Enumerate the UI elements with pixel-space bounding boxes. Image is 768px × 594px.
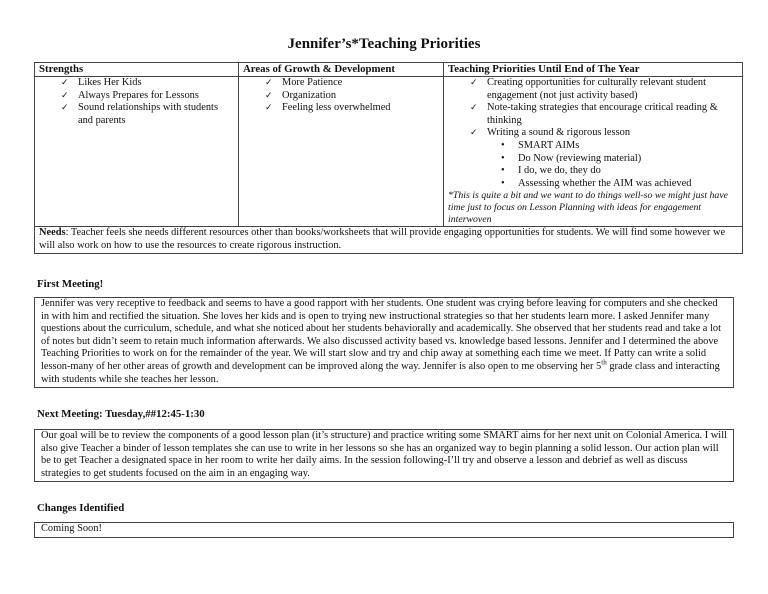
priorities-cell — [444, 77, 743, 227]
lesson-point: • Do Now (reviewing material) — [501, 153, 738, 166]
growth-item: ✓ More Patience — [265, 77, 439, 90]
priority-item: ✓ Writing a sound & rigorous lesson — [470, 127, 738, 140]
document-title: Jennifer’s*Teaching Priorities — [287, 36, 481, 52]
changes-text: Coming Soon! — [41, 523, 102, 534]
header-priorities: Teaching Priorities Until End of The Year — [444, 63, 743, 77]
lesson-point: • I do, we do, they do — [501, 165, 738, 178]
next-meeting-box — [34, 429, 734, 482]
strength-item: ✓ Sound relationships with students and parents — [61, 102, 234, 127]
header-strengths: Strengths — [35, 63, 239, 77]
next-meeting-text: Our goal will be to review the components of a good lesson plan (it’s structure) and practice writing some SMART aims for her next unit on Colonial America. I will also give Teacher a binder of lesson templates she can use to write in her lessons so she has an organized way to begin planning a solid lesson. Our action plan will be to get Teacher a designated space in her room to write her daily aims. In the session following-I’ll try and observe a lesson and debrief as well as discuss strategies to get students focused on the aim in an engaging way. — [41, 430, 727, 479]
priority-item: ✓ Creating opportunities for culturally relevant student engagement (not just activity based) — [470, 77, 738, 102]
changes-heading: Changes Identified — [37, 502, 125, 514]
needs-label: Needs — [39, 227, 66, 239]
priorities-note: *This is quite a bit and we want to do things well-so we might just have time just to focus on Lesson Planning with ideas for engagement interwoven — [448, 190, 729, 226]
ordinal-suffix: th — [601, 358, 607, 367]
first-meeting-text: Jennifer was very receptive to feedback and seems to have a good rapport with her students. One student was crying before leaving for computers and she checked in with him and rectified the situation. She loves her kids and is open to trying new instructional strategies so that her students learn more. I asked Jennifer many questions about the curriculum, schedule, and what she noticed about her students behaviorally and academically. She observed that her students read and take a lot of notes but didn’t seem to retain much information afterwards. We also discussed activity based vs. knowledge based lessons. Jennifer and I determined the above Teaching Priorities to work on for the remainder of the year. We will start slow and try and chip away at something each time we meet. If Patty can write a solid lesson-many of her other areas of growth and development can be improved along the way. Jennifer is also open to me observing her 5 — [41, 298, 721, 372]
first-meeting-box — [34, 297, 734, 388]
strength-item: ✓ Likes Her Kids — [61, 77, 234, 90]
growth-item: ✓ Feeling less overwhelmed — [265, 102, 439, 115]
first-meeting-text-end: grade class and interacting with students while she teaches her lesson. — [41, 360, 720, 385]
growth-item: ✓ Organization — [265, 90, 439, 103]
first-meeting-heading: First Meeting! — [37, 278, 104, 290]
strength-item: ✓ Always Prepares for Lessons — [61, 90, 234, 103]
next-meeting-heading: Next Meeting: Tuesday,##12:45-1:30 — [37, 408, 205, 420]
strengths-cell — [35, 77, 239, 227]
needs-row — [35, 227, 743, 253]
priorities-table — [34, 62, 743, 254]
needs-text: : Teacher feels she needs different resources other than books/worksheets that will provide engaging opportunities for students. We will find some however we will also work on how to use the resources to create rigorous instruction. — [39, 227, 726, 251]
changes-box — [34, 522, 734, 538]
header-growth: Areas of Growth & Development — [239, 63, 444, 77]
priority-item: ✓ Note-taking strategies that encourage critical reading & thinking — [470, 102, 738, 127]
lesson-point: • Assessing whether the AIM was achieved — [501, 178, 738, 191]
growth-cell — [239, 77, 444, 227]
lesson-point: • SMART AIMs — [501, 140, 738, 153]
